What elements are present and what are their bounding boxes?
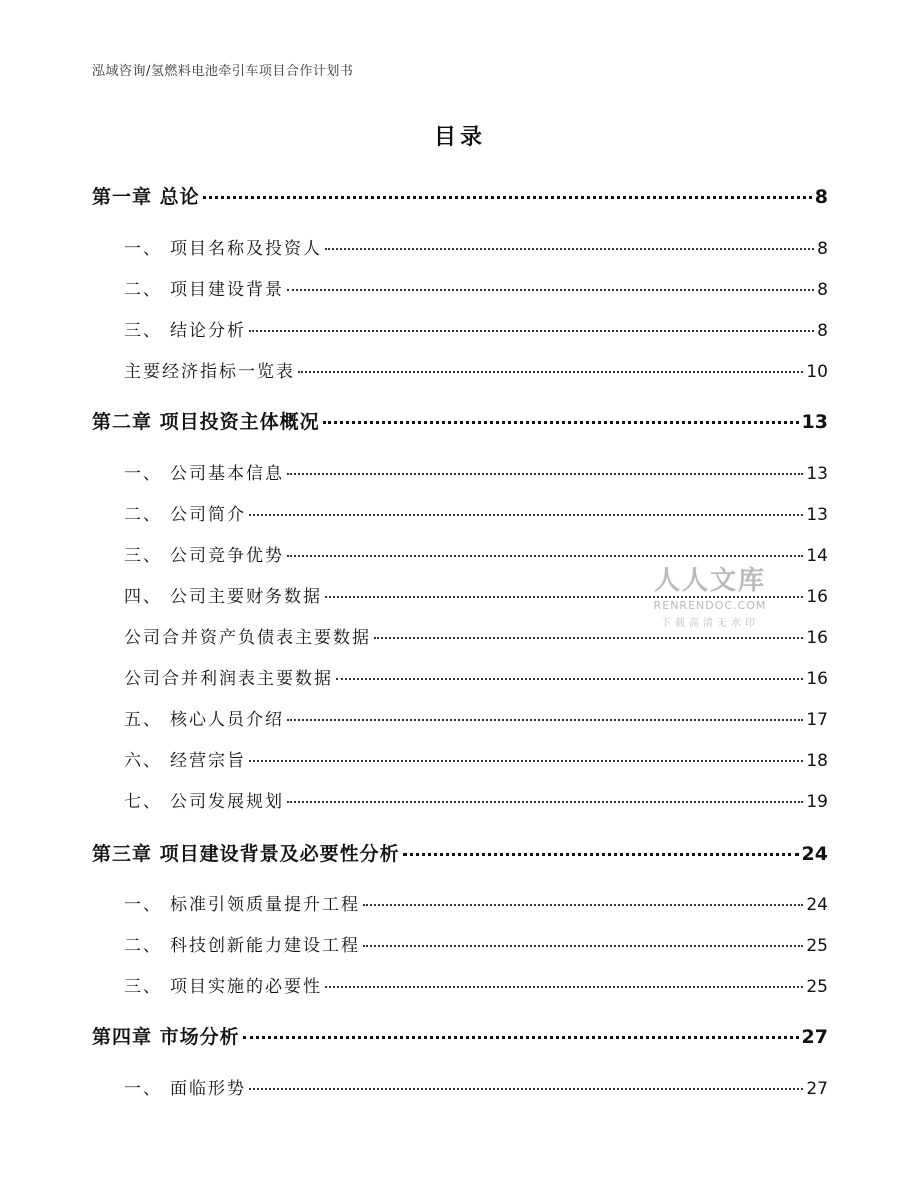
toc-dot-leader <box>249 760 803 762</box>
toc-page-number: 13 <box>806 464 828 484</box>
watermark-domain: RENRENDOC.COM <box>653 599 767 612</box>
toc-dot-leader <box>298 371 803 373</box>
toc-page-number: 19 <box>806 792 828 812</box>
toc-entry-title: 核心人员介绍 <box>170 710 284 730</box>
toc-entry-title: 第三章 项目建设背景及必要性分析 <box>92 843 400 865</box>
toc-entry-number: 五、 <box>124 710 162 730</box>
toc-page-number: 13 <box>801 411 828 433</box>
toc-section-entry[interactable] <box>124 234 828 259</box>
toc-section-entry[interactable] <box>124 357 828 382</box>
toc-page-number: 14 <box>806 546 828 566</box>
toc-page-number: 8 <box>817 321 828 341</box>
toc-entry-title: 公司主要财务数据 <box>170 587 322 607</box>
toc-entry-title: 公司合并资产负债表主要数据 <box>124 628 371 648</box>
toc-entry-title: 科技创新能力建设工程 <box>170 936 360 956</box>
toc-dot-leader <box>287 555 803 557</box>
toc-dot-leader <box>287 473 803 475</box>
toc-page-number: 16 <box>806 587 828 607</box>
watermark-subtitle: 下载高清无水印 <box>661 618 759 629</box>
toc-entry-number: 三、 <box>124 546 162 566</box>
toc-entry-number: 一、 <box>124 239 162 259</box>
toc-page-number: 25 <box>806 977 828 997</box>
toc-chapter-entry[interactable] <box>92 1022 828 1049</box>
toc-dot-leader <box>363 945 803 947</box>
toc-entry-title: 公司基本信息 <box>170 464 284 484</box>
watermark <box>640 560 780 629</box>
toc-entry-number: 一、 <box>124 895 162 915</box>
document-header: 泓域咨询/氢燃料电池牵引车项目合作计划书 <box>92 64 354 79</box>
toc-entry-title: 面临形势 <box>170 1079 246 1099</box>
toc-section-entry[interactable] <box>124 972 828 997</box>
toc-section-entry[interactable] <box>124 459 828 484</box>
toc-dot-leader <box>287 801 803 803</box>
toc-section-entry[interactable] <box>124 316 828 341</box>
toc-entry-title: 公司简介 <box>170 505 246 525</box>
toc-section-entry[interactable] <box>124 664 828 689</box>
toc-entry-number: 二、 <box>124 936 162 956</box>
toc-page-number: 10 <box>806 362 828 382</box>
toc-dot-leader <box>243 1036 799 1039</box>
toc-section-entry[interactable] <box>124 890 828 915</box>
toc-dot-leader <box>287 289 814 291</box>
toc-dot-leader <box>203 196 812 199</box>
toc-entry-number: 三、 <box>124 321 162 341</box>
toc-section-entry[interactable] <box>124 746 828 771</box>
toc-section-entry[interactable] <box>124 500 828 525</box>
toc-entry-title: 项目名称及投资人 <box>170 239 322 259</box>
toc-dot-leader <box>249 514 803 516</box>
toc-entry-number: 四、 <box>124 587 162 607</box>
toc-page-number: 24 <box>801 843 828 865</box>
toc-entry-title: 经营宗旨 <box>170 751 246 771</box>
toc-page-number: 16 <box>806 628 828 648</box>
toc-section-entry[interactable] <box>124 1074 828 1099</box>
toc-entry-title: 公司合并利润表主要数据 <box>124 669 333 689</box>
toc-entry-title: 公司竞争优势 <box>170 546 284 566</box>
toc-dot-leader <box>249 1088 803 1090</box>
toc-section-entry[interactable] <box>124 705 828 730</box>
toc-entry-title: 第一章 总论 <box>92 186 200 208</box>
toc-dot-leader <box>249 330 814 332</box>
toc-entry-number: 六、 <box>124 751 162 771</box>
toc-dot-leader <box>325 986 803 988</box>
toc-section-entry[interactable] <box>124 787 828 812</box>
toc-section-entry[interactable] <box>124 275 828 300</box>
toc-page-number: 17 <box>806 710 828 730</box>
toc-dot-leader <box>363 904 803 906</box>
toc-dot-leader <box>403 853 799 856</box>
toc-page-number: 8 <box>814 186 828 208</box>
toc-page-number: 25 <box>806 936 828 956</box>
toc-page-number: 13 <box>806 505 828 525</box>
toc-page-number: 18 <box>806 751 828 771</box>
toc-page-number: 16 <box>806 669 828 689</box>
toc-dot-leader <box>336 678 803 680</box>
toc-entry-title: 第四章 市场分析 <box>92 1026 240 1048</box>
toc-page-number: 8 <box>817 239 828 259</box>
toc-entry-number: 二、 <box>124 280 162 300</box>
toc-page-number: 27 <box>806 1079 828 1099</box>
toc-entry-number: 一、 <box>124 1079 162 1099</box>
watermark-main: 人人文库 <box>653 566 766 596</box>
toc-entry-title: 主要经济指标一览表 <box>124 362 295 382</box>
toc-entry-title: 结论分析 <box>170 321 246 341</box>
toc-entry-title: 第二章 项目投资主体概况 <box>92 411 320 433</box>
toc-entry-title: 项目建设背景 <box>170 280 284 300</box>
toc-entry-number: 七、 <box>124 792 162 812</box>
toc-dot-leader <box>325 248 814 250</box>
toc-entry-title: 标准引领质量提升工程 <box>170 895 360 915</box>
toc-dot-leader <box>374 637 803 639</box>
toc-chapter-entry[interactable] <box>92 407 828 434</box>
toc-entry-number: 一、 <box>124 464 162 484</box>
toc-page-number: 24 <box>806 895 828 915</box>
toc-section-entry[interactable] <box>124 931 828 956</box>
toc-dot-leader <box>323 421 799 424</box>
toc-page-number: 27 <box>801 1026 828 1048</box>
toc-chapter-entry[interactable] <box>92 182 828 209</box>
toc-page-number: 8 <box>817 280 828 300</box>
toc-entry-title: 公司发展规划 <box>170 792 284 812</box>
toc-chapter-entry[interactable] <box>92 839 828 866</box>
toc-entry-number: 三、 <box>124 977 162 997</box>
toc-title: 目录 <box>433 125 486 150</box>
toc-entry-title: 项目实施的必要性 <box>170 977 322 997</box>
toc-dot-leader <box>287 719 803 721</box>
toc-entry-number: 二、 <box>124 505 162 525</box>
